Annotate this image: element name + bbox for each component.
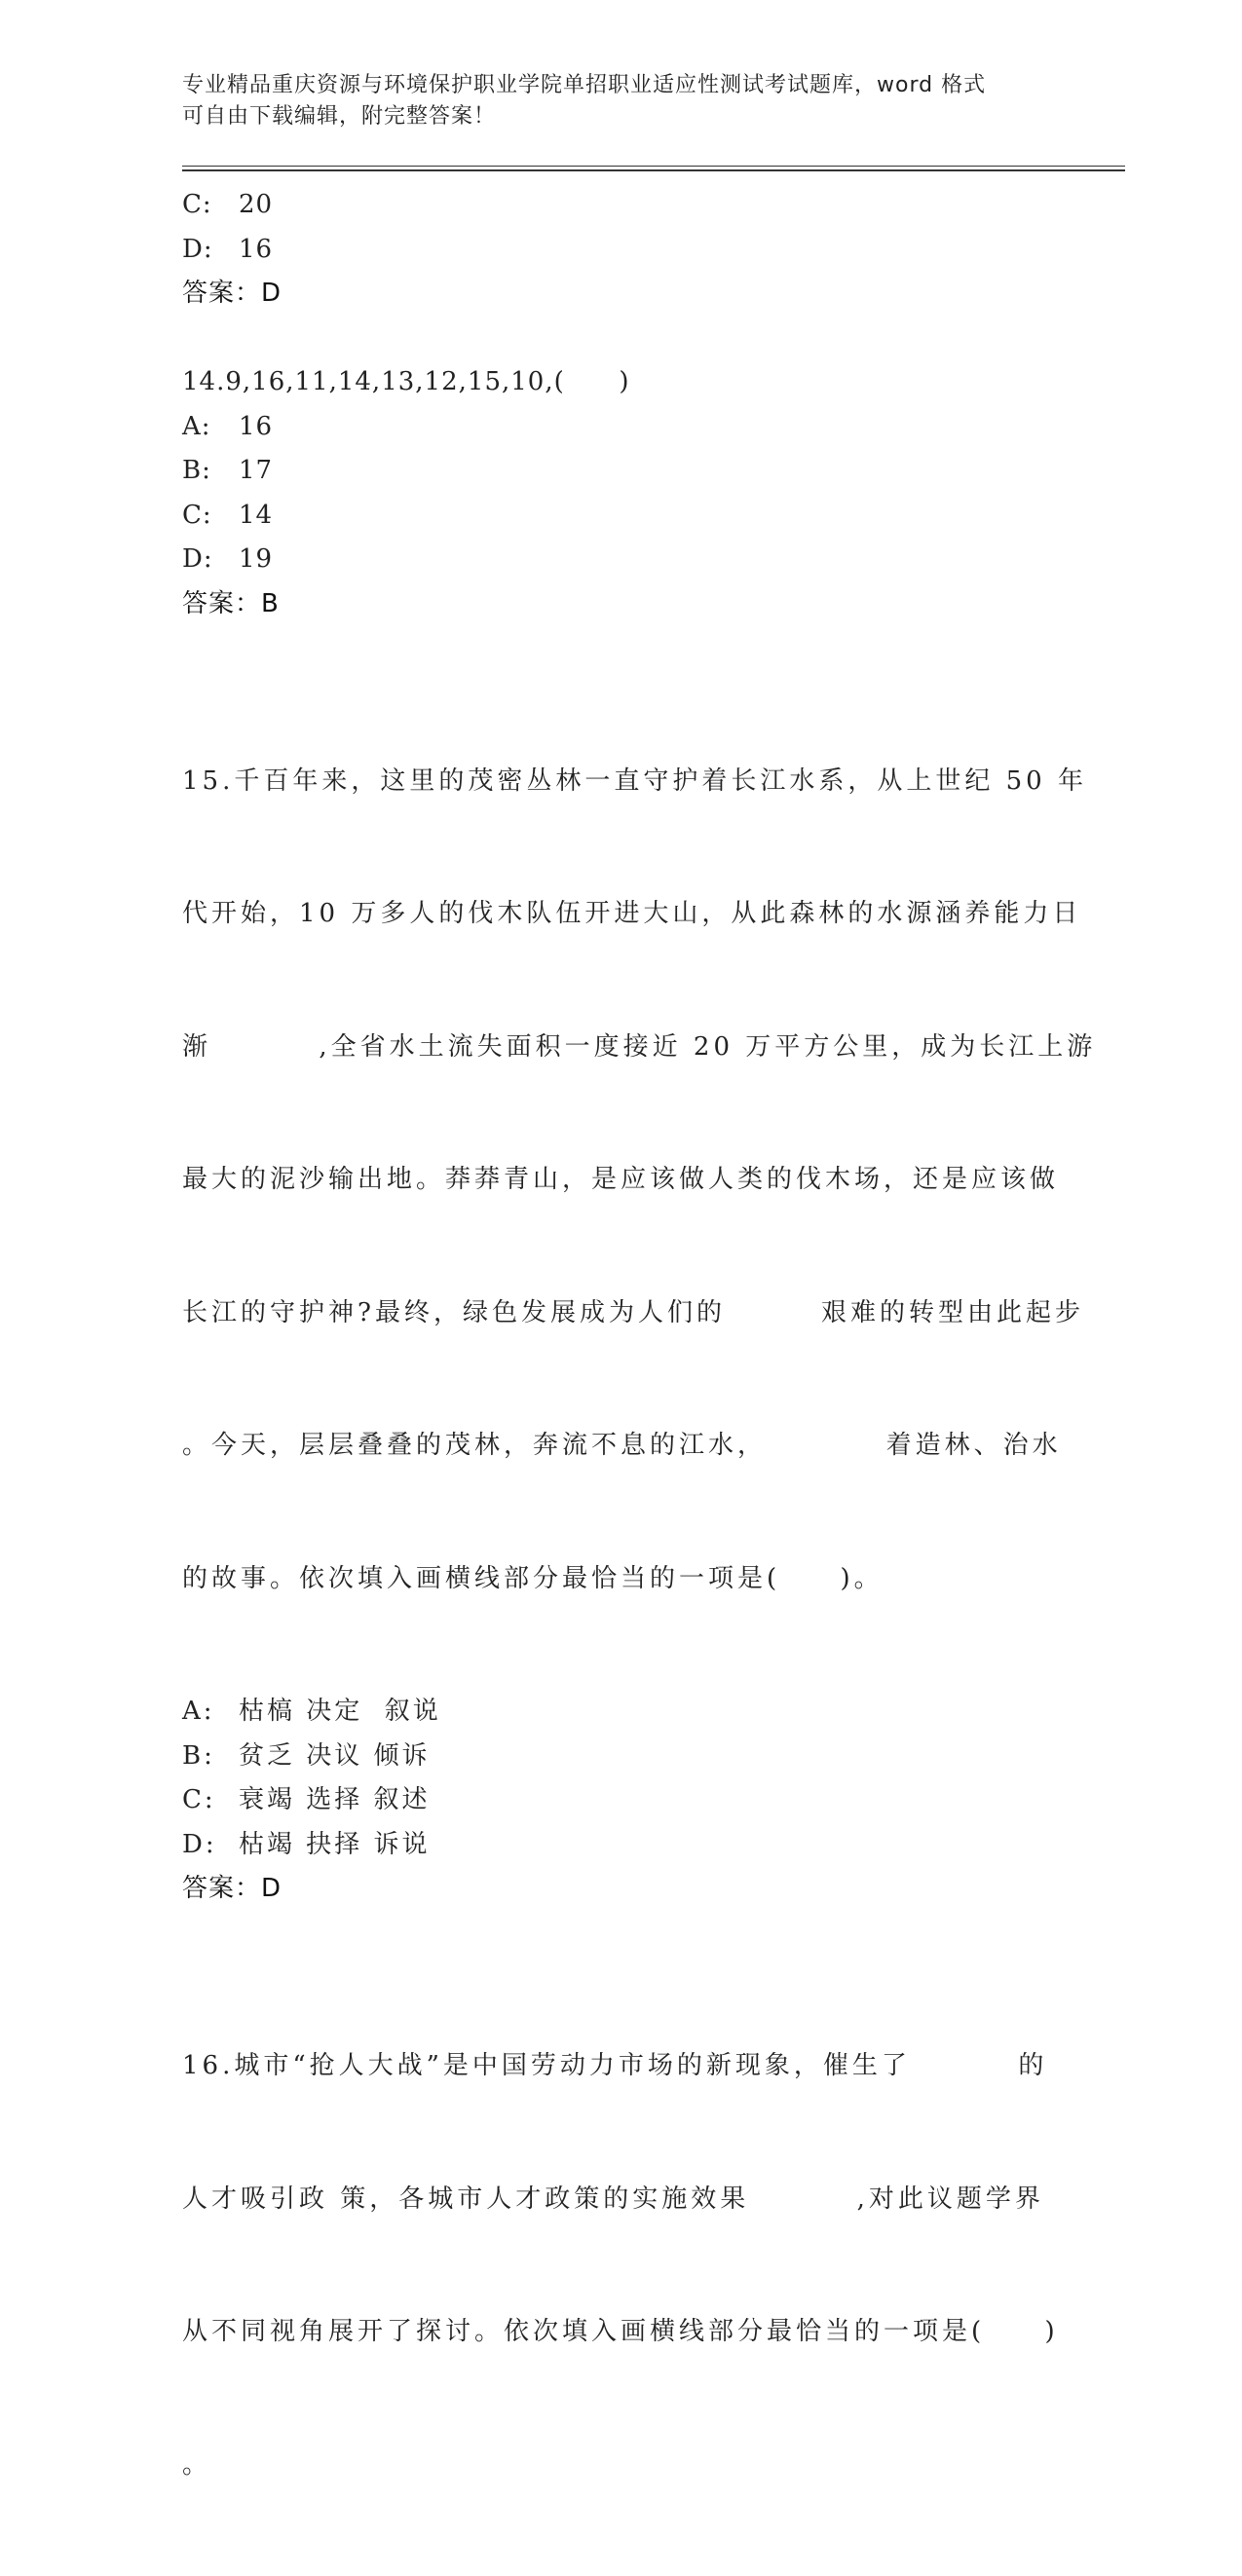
- page-header: [182, 70, 1039, 132]
- stem-line: 长江的守护神?最终，绿色发展成为人们的 艰难的转型由此起步: [182, 1297, 1085, 1327]
- option-c: [182, 183, 1059, 228]
- option-b: [182, 449, 1059, 494]
- option-text: 16: [239, 234, 274, 264]
- option-c: [182, 494, 1059, 539]
- option-text: 19: [239, 544, 274, 574]
- option-b: [182, 1735, 1059, 1779]
- stem-line: 渐 ,全省水土流失面积一度接近 20 万平方公里，成为长江上游: [182, 1031, 1097, 1062]
- question-14-stem: 14.9,16,11,14,13,12,15,10,( ): [182, 367, 630, 396]
- option-d: [182, 228, 1059, 273]
- option-text: 17: [239, 456, 274, 485]
- option-a: [182, 1690, 1059, 1735]
- header-line-2: 可自由下载编辑，附完整答案！: [182, 104, 497, 129]
- question-15-answer: 答案：D: [182, 1874, 282, 1903]
- option-text: 衰竭 选择 叙述: [239, 1785, 431, 1814]
- option-text: 20: [239, 190, 274, 219]
- option-key: D:: [182, 544, 213, 574]
- question-16-stem: [182, 1956, 1059, 2576]
- option-key: B:: [182, 456, 211, 485]
- question-13-options: [182, 183, 1059, 272]
- stem-line: 的故事。依次填入画横线部分最恰当的一项是( )。: [182, 1563, 884, 1593]
- option-key: C:: [182, 190, 212, 219]
- header-line-1: 专业精品重庆资源与环境保护职业学院单招职业适应性测试考试题库，word 格式: [182, 73, 987, 97]
- option-text: 枯槁 决定 叙说: [239, 1697, 441, 1726]
- option-a: [182, 405, 1059, 450]
- option-key: A:: [182, 1697, 215, 1726]
- question-15-options: [182, 1690, 1059, 1867]
- option-key: A:: [182, 411, 211, 441]
- stem-line: 16.城市“抢人大战”是中国劳动力市场的新现象，催生了 的: [182, 2051, 1048, 2080]
- question-14-answer: 答案：B: [182, 588, 280, 618]
- spacer: [182, 1912, 1059, 1957]
- option-text: 枯竭 抉择 诉说: [239, 1829, 431, 1859]
- option-key: D:: [182, 234, 213, 264]
- question-list: [182, 183, 1097, 2576]
- stem-line: 人才吸引政 策，各城市人才政策的实施效果 ,对此议题学界: [182, 2184, 1044, 2214]
- question-15-stem: [182, 671, 1097, 1691]
- stem-line: 15.千百年来，这里的茂密丛林一直守护着长江水系，从上世纪 50 年: [182, 765, 1087, 796]
- option-c: [182, 1778, 1059, 1823]
- question-14-options: [182, 405, 1059, 582]
- header-divider-thick: [182, 169, 1125, 171]
- option-text: 16: [239, 411, 274, 441]
- spacer: [182, 317, 1059, 361]
- stem-line: 最大的泥沙输出地。莽莽青山，是应该做人类的伐木场，还是应该做: [182, 1165, 1060, 1194]
- option-key: D:: [182, 1829, 217, 1859]
- option-text: 14: [239, 500, 274, 530]
- option-d: [182, 538, 1059, 582]
- question-13-answer: 答案：D: [182, 279, 282, 308]
- stem-line: 代开始，10 万多人的伐木队伍开进大山，从此森林的水源涵养能力日: [182, 899, 1082, 928]
- option-d: [182, 1823, 1059, 1868]
- option-key: C:: [182, 500, 212, 530]
- spacer: [182, 626, 1059, 671]
- option-text: 贫乏 决议 倾诉: [239, 1740, 431, 1771]
- header-divider-thin: [182, 166, 1125, 167]
- stem-line: 。今天，层层叠叠的茂林，奔流不息的江水， 着造林、治水: [182, 1431, 1062, 1460]
- option-key: C:: [182, 1785, 216, 1814]
- stem-line: 。: [182, 2449, 212, 2480]
- stem-line: 从不同视角展开了探讨。依次填入画横线部分最恰当的一项是( ): [182, 2317, 1059, 2346]
- option-key: B:: [182, 1740, 215, 1771]
